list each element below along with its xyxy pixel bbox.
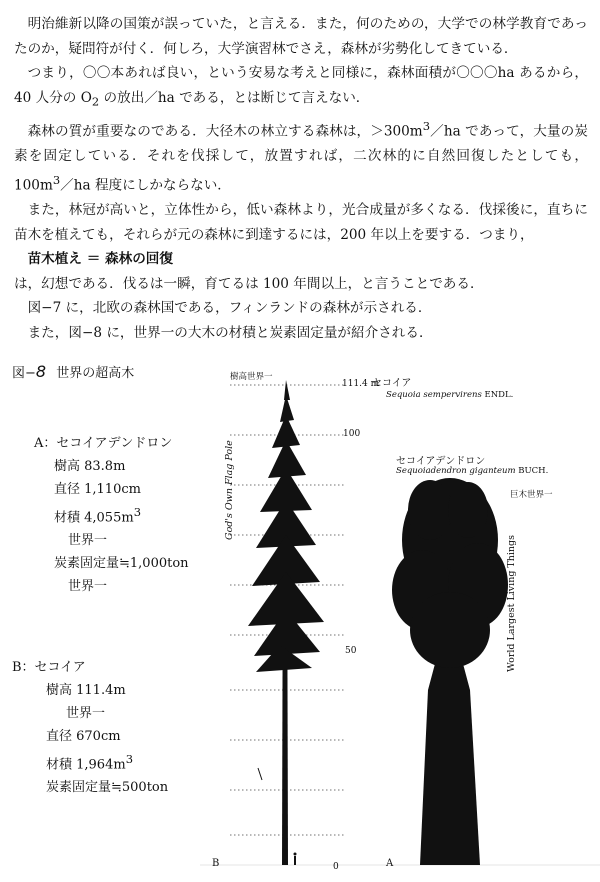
spec-a-title: A：セコイアデンドロン xyxy=(34,436,173,451)
body-text xyxy=(14,12,588,345)
sequoia-latin-name: Sequoia sempervirens ENDL. xyxy=(386,390,514,400)
paragraph-5: は，幻想である．伐るは一瞬，育てるは 100 年間以上，と言うことである． xyxy=(14,275,484,292)
figure-number: 8 xyxy=(35,362,47,381)
tick-50: 50 xyxy=(345,646,357,656)
spec-a-volume-note: 世界一 xyxy=(68,533,108,549)
tree-drawing xyxy=(200,360,600,875)
paragraph-7: また，図−8 に，世界一の大木の材積と炭素固定量が紹介される． xyxy=(27,324,433,341)
flagpole-label: God's Own Flag Pole xyxy=(224,440,235,540)
giganteum-latin-name: Sequoiadendron giganteum BUCH. xyxy=(396,466,549,476)
biggest-label: 巨木世界一 xyxy=(510,490,553,500)
spec-b xyxy=(12,656,168,799)
spec-b-volume: 材積 $1,964m^3$ xyxy=(46,752,134,773)
label-a: A xyxy=(386,858,394,869)
tallest-label: 樹高世界一 xyxy=(230,372,273,382)
sequoia-jp-name: セコイア xyxy=(372,378,412,389)
person-silhouette xyxy=(294,853,297,866)
spec-b-carbon: 炭素固定量≒500ton xyxy=(46,780,169,796)
spec-a-carbon: 炭素固定量≒1,000ton xyxy=(54,556,189,572)
spec-a-diameter: 直径 1,110cm xyxy=(54,482,141,497)
spec-a-volume: 材積 $4,055m^3$ xyxy=(54,505,142,526)
giganteum-jp-name: セコイアデンドロン xyxy=(396,456,486,467)
paragraph-4: また，林冠が高いと，立体性から，低い森林より，光合成量が多くなる．伐採後に，直ちに苗木を植えても，それらが元の森林に到達するには，200 年以上を要する．つまり， xyxy=(14,202,588,243)
spec-a-height: 樹高 83.8m xyxy=(54,459,126,474)
paragraph-1: 明治維新以降の国策が誤っていた，と言える．また，何のための，大学での林学教育であったのか，疑問符が付く．何しろ，大学演習林でさえ，森林が劣勢化してきている． xyxy=(14,16,588,57)
tree-illustration xyxy=(200,360,600,875)
figure-label: 図− xyxy=(12,366,36,381)
world-largest-label: World Largest Living Things xyxy=(506,535,517,672)
paragraph-6: 図−7 に，北欧の森林国である，フィンランドの森林が示される． xyxy=(27,300,432,317)
spec-b-height: 樹高 111.4m xyxy=(46,683,126,698)
figure-title xyxy=(12,362,134,381)
paragraph-2: つまり，〇〇本あれば良い，という安易な考えと同様に，森林面積が〇〇〇ha あるから，40 人分の $O_2$ の放出／ha である，とは断じて言えない． xyxy=(14,65,588,109)
tick-top: 111.4 m xyxy=(342,379,380,389)
emphasis-line: 苗木植え ＝ 森林の回復 xyxy=(27,251,173,268)
paragraph-3: 森林の質が重要なのである．大径木の林立する森林は，$>300m^3/ha$ であって，大量の炭素を固定している．それを伐採して，放置すれば，二次林的に自然回復したとしても，$100m^3/ha$ 程度にしかならない． xyxy=(14,118,588,194)
spec-b-title: B：セコイア xyxy=(12,660,86,675)
spec-a xyxy=(34,432,189,598)
tree-a-giant-sequoia xyxy=(392,478,508,865)
tick-100: 100 xyxy=(343,429,361,439)
tick-0: 0 xyxy=(333,862,339,872)
label-b: B xyxy=(212,858,220,869)
tree-b-sequoia xyxy=(248,380,324,865)
spec-b-diameter: 直径 670cm xyxy=(46,729,121,744)
spec-a-carbon-note: 世界一 xyxy=(68,579,108,595)
figure-caption: 世界の超高木 xyxy=(56,366,135,381)
spec-b-height-note: 世界一 xyxy=(66,706,106,721)
